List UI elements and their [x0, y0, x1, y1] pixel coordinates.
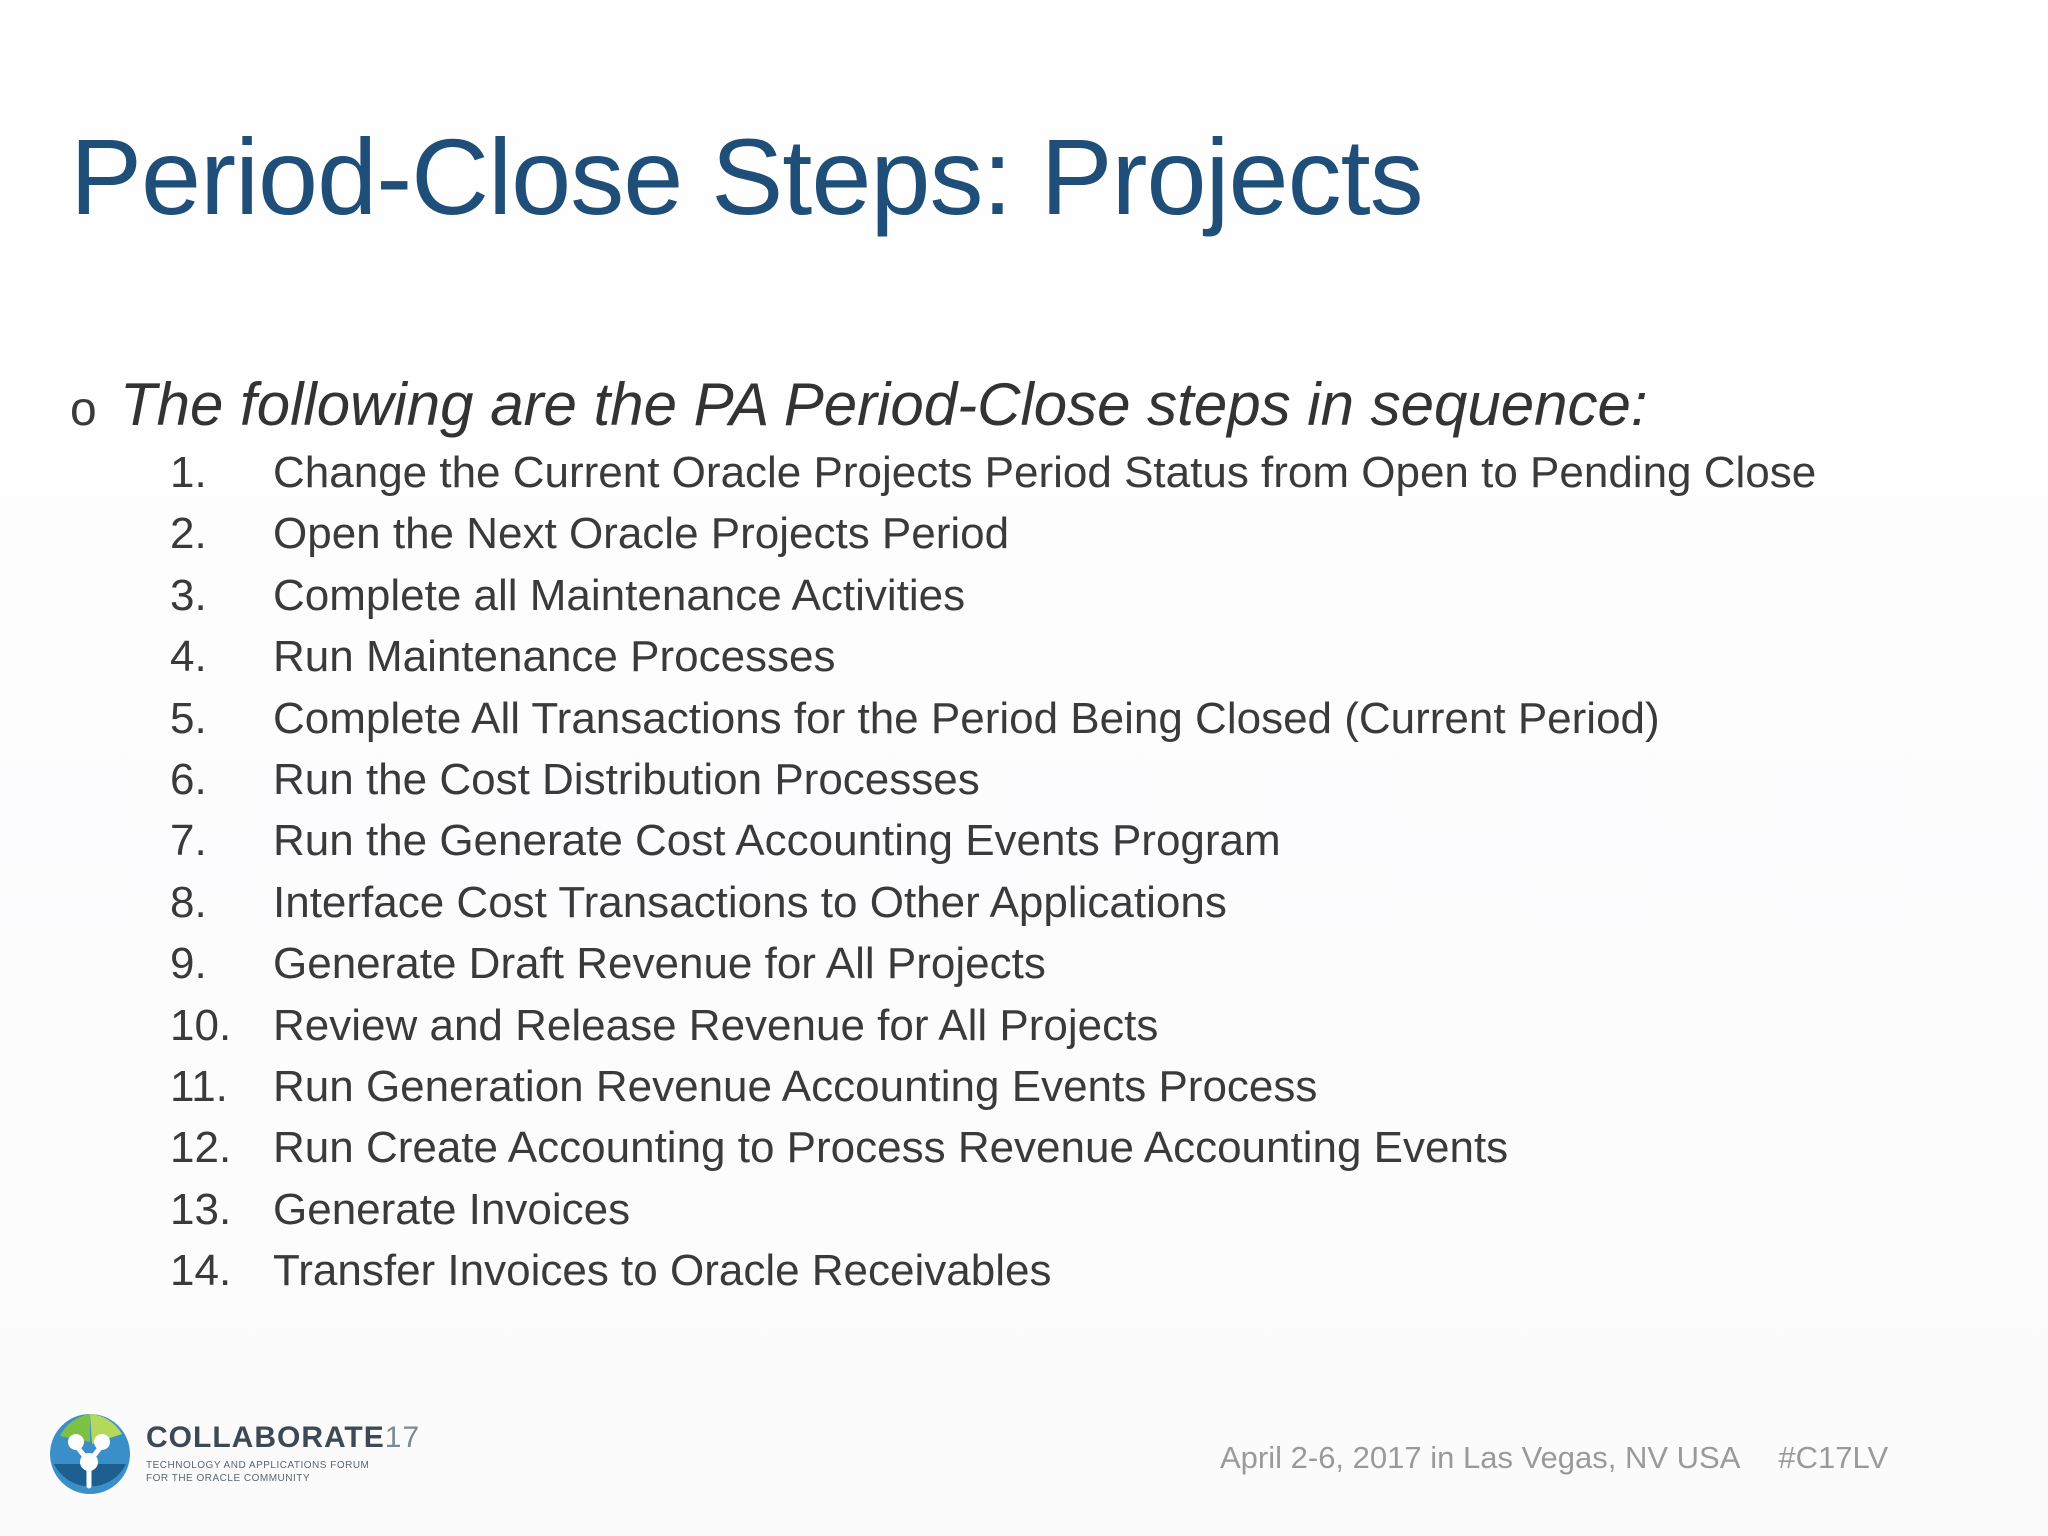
step-text: Interface Cost Transactions to Other Applications [273, 877, 1227, 927]
step-text: Transfer Invoices to Oracle Receivables [273, 1246, 1052, 1296]
step-number: 4. [170, 632, 207, 682]
step-number: 1. [170, 448, 207, 497]
logo-number: 17 [384, 1421, 421, 1454]
step-number: 13. [170, 1184, 232, 1234]
list-item [170, 755, 1816, 816]
list-item [170, 1185, 1816, 1246]
step-text: Open the Next Oracle Projects Period [273, 509, 1010, 559]
step-number: 6. [170, 754, 207, 804]
step-text: Complete All Transactions for the Period Being Closed (Current Period) [273, 693, 1660, 743]
collaborate-logo-icon [48, 1412, 132, 1496]
logo-name-text: COLLABORATE [146, 1421, 385, 1454]
step-text: Change the Current Oracle Projects Period Status from Open to Pending Close [273, 448, 1817, 497]
step-number: 3. [170, 570, 207, 620]
step-text: Generate Draft Revenue for All Projects [273, 939, 1046, 989]
step-text: Run the Cost Distribution Processes [273, 754, 980, 804]
list-item [170, 694, 1816, 755]
step-number: 14. [170, 1246, 232, 1296]
step-number: 10. [170, 1000, 232, 1050]
list-item [170, 448, 1816, 509]
logo-name [146, 1423, 420, 1453]
step-text: Run Generation Revenue Accounting Events Process [273, 1061, 1318, 1111]
list-item [170, 1123, 1816, 1184]
logo-text [146, 1423, 420, 1485]
footer-hashtag: #C17LV [1778, 1440, 1889, 1475]
list-item [170, 632, 1816, 693]
step-number: 7. [170, 816, 207, 866]
steps-list [170, 448, 1816, 1307]
step-number: 5. [170, 693, 207, 743]
list-item [170, 1062, 1816, 1123]
collaborate-logo [48, 1412, 420, 1496]
step-text: Run the Generate Cost Accounting Events Program [273, 816, 1281, 866]
logo-tagline-2: FOR THE ORACLE COMMUNITY [146, 1473, 311, 1484]
list-item [170, 571, 1816, 632]
intro-text: The following are the PA Period-Close steps in sequence: [120, 371, 1648, 438]
step-text: Generate Invoices [273, 1184, 631, 1234]
list-item [170, 1001, 1816, 1062]
step-text: Review and Release Revenue for All Projects [273, 1000, 1159, 1050]
intro-line [70, 370, 1648, 439]
footer-info [1220, 1440, 1888, 1476]
footer-event: April 2-6, 2017 in Las Vegas, NV USA [1220, 1440, 1741, 1475]
logo-tagline [146, 1459, 420, 1485]
step-number: 2. [170, 509, 207, 559]
logo-tagline-1: TECHNOLOGY AND APPLICATIONS FORUM [146, 1460, 370, 1471]
list-item [170, 509, 1816, 570]
step-text: Run Create Accounting to Process Revenue Accounting Events [273, 1123, 1509, 1173]
step-text: Run Maintenance Processes [273, 632, 836, 682]
step-number: 12. [170, 1123, 232, 1173]
list-item [170, 878, 1816, 939]
step-number: 11. [170, 1061, 228, 1111]
page-title: Period-Close Steps: Projects [70, 116, 1423, 237]
step-number: 8. [170, 877, 207, 927]
step-number: 9. [170, 939, 207, 989]
step-text: Complete all Maintenance Activities [273, 570, 966, 620]
list-item [170, 816, 1816, 877]
list-item [170, 1246, 1816, 1307]
list-item [170, 939, 1816, 1000]
bullet-icon: o [70, 383, 97, 436]
